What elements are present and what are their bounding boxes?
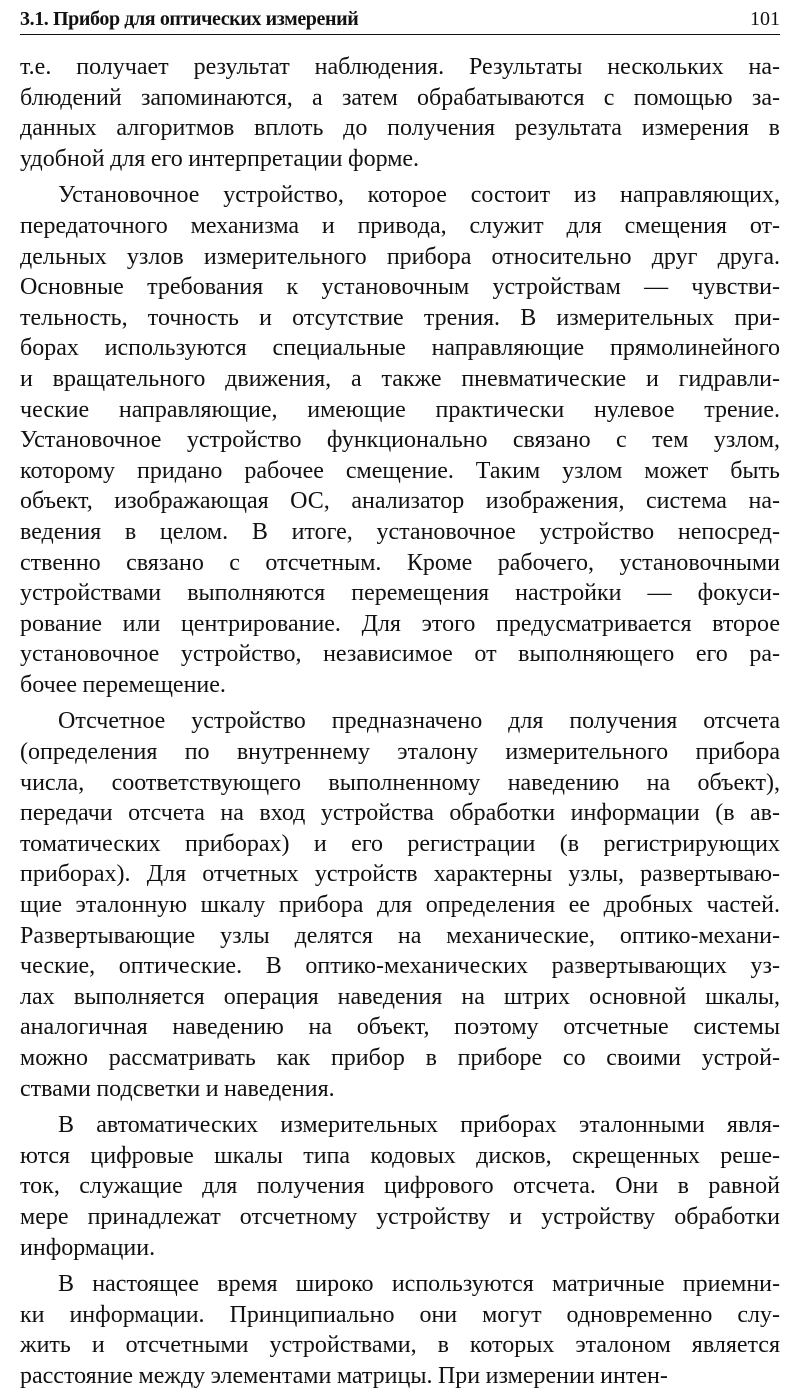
- running-header: [20, 6, 780, 35]
- text-line: ческие, оптические. В оптико-механических развертывающих уз-: [20, 953, 780, 980]
- text-line: передаточного механизма и привода, служит для смещения от-: [20, 212, 780, 239]
- text-line: приборах). Для отчетных устройств характерны узлы, развертываю-: [20, 861, 780, 888]
- text-line: дельных узлов измерительного прибора относительно друг друга.: [20, 243, 780, 270]
- text-line: ствами подсветки и наведения.: [20, 1075, 335, 1102]
- text-line: щие эталонную шкалу прибора для определения ее дробных частей.: [20, 892, 780, 919]
- text-line: мере принадлежат отсчетному устройству и устройству обработки: [20, 1203, 780, 1230]
- paragraph: [20, 1110, 780, 1263]
- text-line: удобной для его интерпретации форме.: [20, 145, 420, 172]
- text-line: т.е. получает результат наблюдения. Результаты нескольких на-: [20, 54, 780, 80]
- text-line: можно рассматривать как прибор в приборе со своими устрой-: [20, 1045, 780, 1071]
- section-title: 3.1. Прибор для оптических измерений: [20, 8, 359, 30]
- text-line: числа, соответствующего выполненному наведению на объект),: [20, 769, 780, 796]
- paragraph: [20, 52, 780, 174]
- text-line: блюдений запоминаются, а затем обрабатываются с помощью за-: [20, 84, 780, 111]
- page-number: 101: [750, 8, 780, 30]
- text-line: данных алгоритмов вплоть до получения результата измерения в: [20, 115, 780, 142]
- text-line: жить и отсчетными устройствами, в которых эталоном является: [20, 1332, 780, 1359]
- text-line: и вращательного движения, а также пневматические и гидравли-: [20, 365, 780, 392]
- text-line: аналогичная наведению на объект, поэтому отсчетные системы: [20, 1014, 780, 1041]
- text-line: устройствами выполняются перемещения настройки — фокуси-: [20, 580, 780, 607]
- text-line: борах используются специальные направляющие прямолинейного: [20, 335, 780, 362]
- text-line: информации.: [20, 1234, 156, 1261]
- text-line: Развертывающие узлы делятся на механические, оптико-механи-: [20, 922, 780, 949]
- paragraph: [20, 706, 780, 1104]
- text-line: ток, служащие для получения цифрового отсчета. Они в равной: [20, 1173, 780, 1200]
- paragraph: [20, 1269, 780, 1391]
- text-line: бочее перемещение.: [20, 671, 226, 698]
- text-line: Установочное устройство функционально связано с тем узлом,: [20, 427, 780, 454]
- text-line: ются цифровые шкалы типа кодовых дисков, скрещенных реше-: [20, 1142, 780, 1169]
- text-line: лах выполняется операция наведения на штрих основной шкалы,: [20, 983, 780, 1010]
- paragraph: [20, 180, 780, 700]
- text-line: передачи отсчета на вход устройства обработки информации (в ав-: [20, 800, 780, 827]
- text-line: которому придано рабочее смещение. Таким узлом может быть: [20, 457, 780, 484]
- text-line: рование или центрирование. Для этого предусматривается второе: [20, 610, 780, 637]
- text-line: Основные требования к установочным устройствам — чувстви-: [20, 274, 780, 301]
- text-line: Установочное устройство, которое состоит из направляющих,: [58, 182, 780, 209]
- text-line: объект, изображающая ОС, анализатор изображения, система на-: [20, 488, 780, 515]
- text-line: ческие направляющие, имеющие практически нулевое трение.: [20, 396, 780, 423]
- text-line: ведения в целом. В итоге, установочное устройство непосред-: [20, 518, 780, 545]
- text-line: В настоящее время широко используются матричные приемни-: [58, 1271, 780, 1298]
- text-line: ки информации. Принципиально они могут одновременно слу-: [20, 1301, 780, 1328]
- text-line: томатических приборах) и его регистрации (в регистрирующих: [20, 830, 780, 857]
- text-line: ственно связано с отсчетным. Кроме рабочего, установочными: [20, 549, 780, 576]
- body-text: [20, 52, 780, 1392]
- text-line: расстояние между элементами матрицы. При измерении интен-: [20, 1362, 668, 1389]
- text-line: (определения по внутреннему эталону измерительного прибора: [20, 739, 780, 766]
- text-line: тельность, точность и отсутствие трения. В измерительных при-: [20, 304, 780, 331]
- text-line: установочное устройство, независимое от выполняющего его ра-: [20, 641, 780, 668]
- text-line: В автоматических измерительных приборах эталонными явля-: [58, 1112, 780, 1139]
- text-line: Отсчетное устройство предназначено для получения отсчета: [58, 708, 780, 735]
